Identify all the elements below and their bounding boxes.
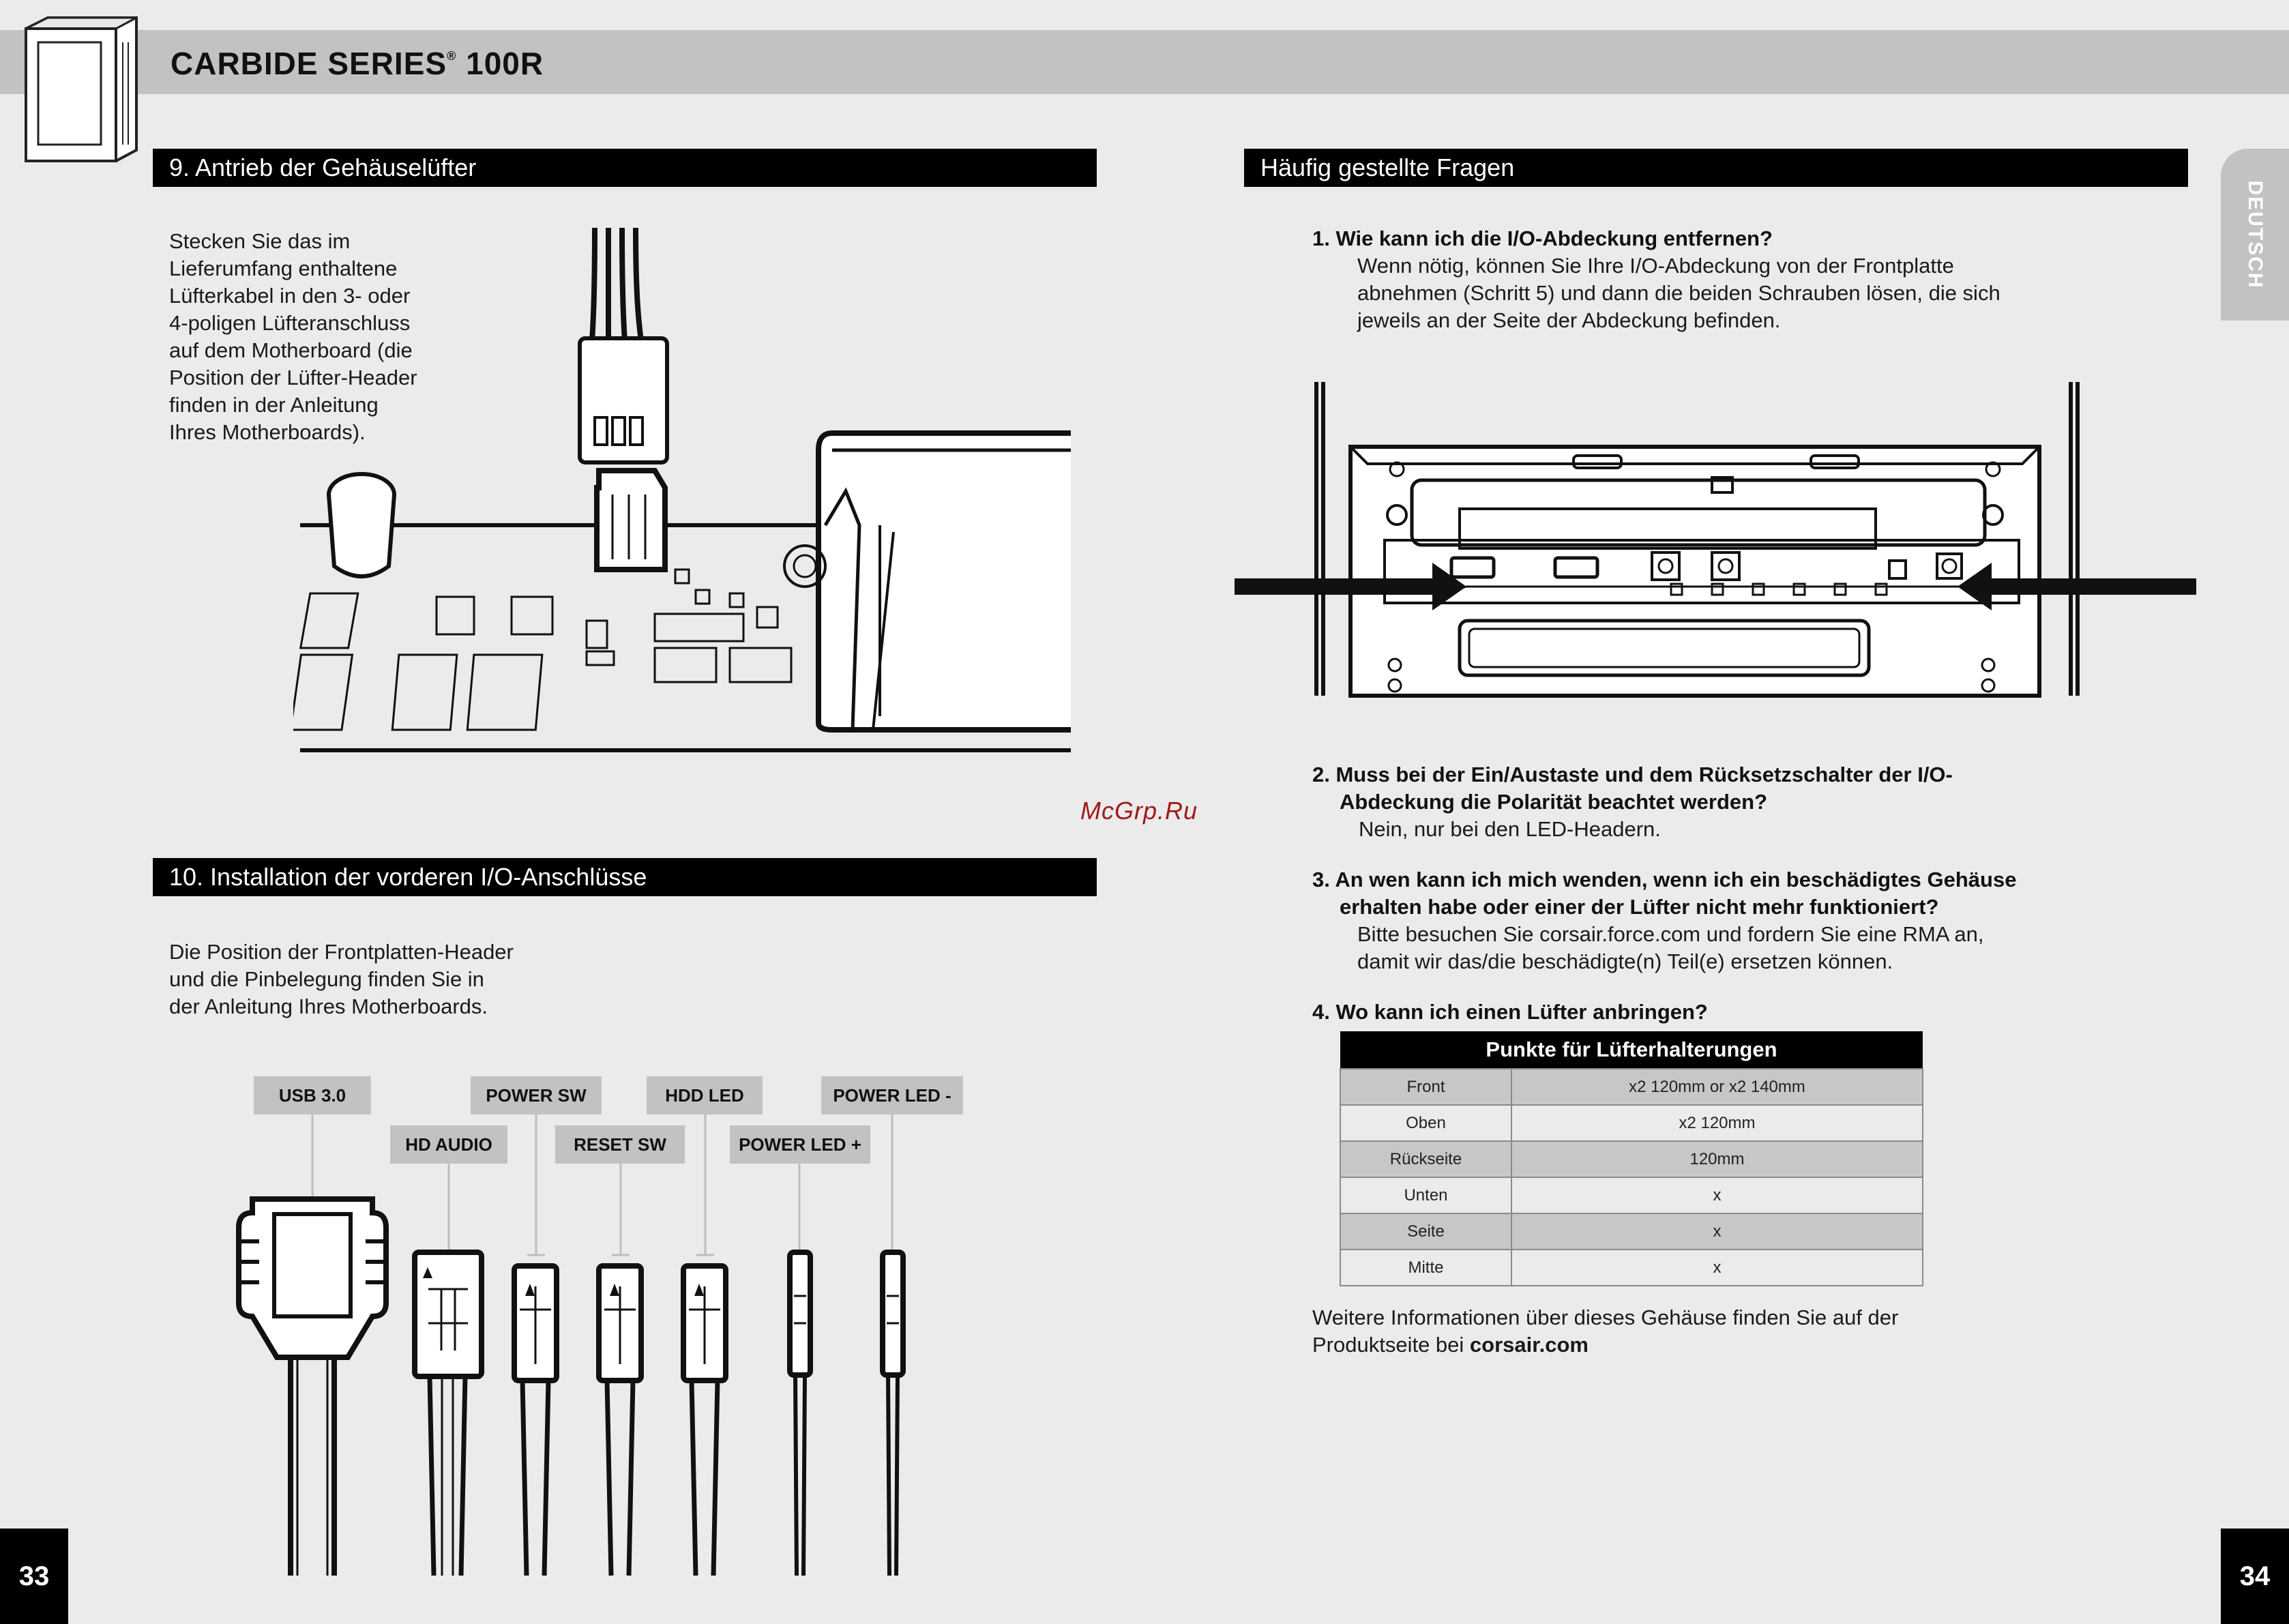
fan-mount-table xyxy=(1340,1031,1923,1286)
front-io-connectors-illustration xyxy=(225,1112,941,1582)
label-hdd-led: HDD LED xyxy=(647,1076,763,1114)
faq-q3 xyxy=(1312,866,2199,975)
label-reset-sw: RESET SW xyxy=(555,1125,685,1164)
faq-q3-answer: Bitte besuchen Sie corsair.force.com und fordern Sie eine RMA an, damit wir das/die beschädigte(n) Teil(e) ersetzen können. xyxy=(1357,922,1984,973)
table-row: Oben x2 120mm xyxy=(1340,1105,1923,1141)
section-10-title: 10. Installation der vorderen I/O-Anschlüsse xyxy=(153,858,1097,896)
section-10-text: Die Position der Frontplatten-Header und die Pinbelegung finden Sie in der Anleitung Ihres Motherboards. xyxy=(169,940,514,1018)
label-usb: USB 3.0 xyxy=(254,1076,371,1114)
faq-q4-question: 4. Wo kann ich einen Lüfter anbringen? xyxy=(1312,1000,1708,1024)
table-row: Seite x xyxy=(1340,1213,1923,1250)
label-hd-audio: HD AUDIO xyxy=(390,1125,507,1164)
faq-title: Häufig gestellte Fragen xyxy=(1244,149,2188,187)
language-tab-label: DEUTSCH xyxy=(2244,180,2266,289)
table-row: Front x2 120mm or x2 140mm xyxy=(1340,1069,1923,1105)
brand-title: CARBIDE SERIES® 100R xyxy=(171,46,544,81)
section-9-title: 9. Antrieb der Gehäuselüfter xyxy=(153,149,1097,187)
label-power-sw: POWER SW xyxy=(471,1076,602,1114)
page-number-right: 34 xyxy=(2221,1529,2289,1624)
faq-q2-answer: Nein, nur bei den LED-Headern. xyxy=(1359,817,1661,841)
fan-header-illustration xyxy=(293,225,1071,764)
page-number-left: 33 xyxy=(0,1529,68,1624)
faq-q2-question: 2. Muss bei der Ein/Austaste und dem Rücksetzschalter der I/O- Abdeckung die Polarität beachtet werden? xyxy=(1312,763,1953,814)
corsair-link[interactable]: corsair.com xyxy=(1469,1333,1589,1357)
table-row: Rückseite 120mm xyxy=(1340,1141,1923,1177)
faq-q1-answer: Wenn nötig, können Sie Ihre I/O-Abdeckung von der Frontplatte abnehmen (Schritt 5) und dann die beiden Schrauben lösen, die sich jeweils an der Seite der Abdeckung befinden. xyxy=(1357,254,2000,332)
faq-q1-question: 1. Wie kann ich die I/O-Abdeckung entfernen? xyxy=(1312,226,1773,250)
label-power-led-minus: POWER LED - xyxy=(821,1076,963,1114)
faq-q2 xyxy=(1312,761,2199,843)
language-tab xyxy=(2221,149,2289,321)
section-9-text: Stecken Sie das im Lieferumfang enthaltene Lüfterkabel in den 3- oder 4-poligen Lüfteranschluss auf dem Motherboard (die Position der Lüfter-Header finden in der Anleitung Ihres Motherboards). xyxy=(169,229,417,444)
label-power-led-plus: POWER LED + xyxy=(730,1125,870,1164)
table-row: Unten x xyxy=(1340,1177,1923,1213)
faq-footer: Weitere Informationen über dieses Gehäuse finden Sie auf der Produktseite bei corsair.com xyxy=(1312,1305,1899,1357)
pc-case-icon xyxy=(20,15,143,165)
watermark: McGrp.Ru xyxy=(1080,797,1198,825)
faq-q3-question: 3. An wen kann ich mich wenden, wenn ich ein beschädigtes Gehäuse erhalten habe oder einer der Lüfter nicht mehr funktioniert? xyxy=(1312,868,2017,919)
table-row: Mitte x xyxy=(1340,1250,1923,1286)
fan-table-title: Punkte für Lüfterhalterungen xyxy=(1340,1031,1923,1069)
faq-q1 xyxy=(1312,225,2199,334)
io-cover-illustration xyxy=(1235,382,2203,703)
